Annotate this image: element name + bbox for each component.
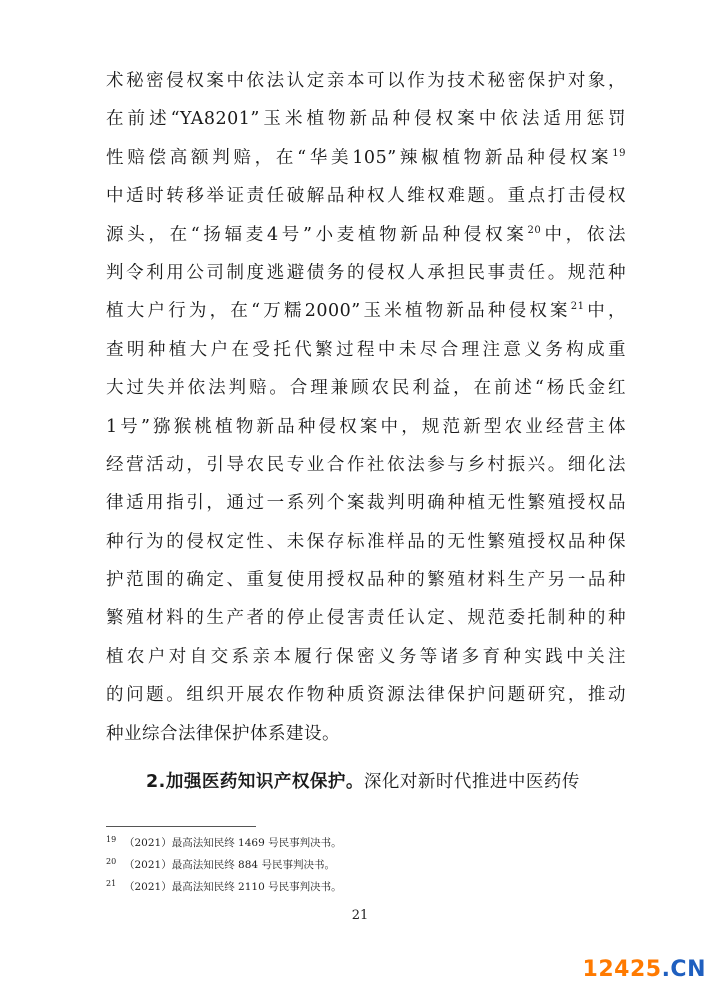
footnote-ref: 21 — [570, 301, 585, 313]
footnote-divider — [106, 826, 256, 827]
paragraph-text: 植大户行为，在“万糯2000”玉米植物新品种侵权案 — [106, 301, 571, 322]
footnote: $^{21}$ （2021）最高法知民终 2110 号民事判决书。 — [106, 878, 342, 893]
footnote-ref: 19 — [612, 147, 626, 159]
watermark-domain: .CN — [661, 957, 706, 982]
body-text — [106, 62, 626, 801]
paragraph-line: 术秘密侵权案中依法认定亲本可以作为技术秘密保护对象， — [106, 71, 626, 91]
section-heading: 2.加强医药知识产权保护。 — [146, 772, 364, 793]
paragraph-text: 性赔偿高额判赔，在“华美105”辣椒植物新品种侵权案 — [106, 147, 613, 168]
section-heading-text: 深化对新时代推进中医药传 — [363, 772, 580, 793]
footnote-text: （2021）最高法知民终 884 号民事判决书。 — [124, 859, 335, 871]
footnote-text: （2021）最高法知民终 2110 号民事判决书。 — [124, 881, 342, 893]
paragraph-line — [106, 139, 626, 177]
footnote-text: （2021）最高法知民终 1469 号民事判决书。 — [124, 837, 342, 849]
footnote: $^{20}$ （2021）最高法知民终 884 号民事判决书。 — [106, 856, 335, 871]
paragraph-line: 判令利用公司制度逃避债务的侵权人承担民事责任。规范种 — [106, 262, 626, 283]
footnote-ref: 20 — [527, 224, 542, 236]
paragraph-line: 1号”猕猴桃植物新品种侵权案中，规范新型农业经营主体 — [106, 416, 626, 437]
footnote: $^{19}$ （2021）最高法知民终 1469 号民事判决书。 — [106, 834, 342, 849]
paragraph-line — [106, 292, 626, 330]
paragraph-line: 种业综合法律保护体系建设。 — [106, 723, 340, 744]
watermark-digits: 12425 — [582, 957, 662, 982]
paragraph-line: 查明种植大户在受托代繁过程中未尽合理注意义务构成重 — [106, 339, 626, 360]
paragraph-line — [106, 216, 626, 254]
paragraph-text: 中，依法 — [541, 224, 627, 245]
paragraph-line: 大过失并依法判赔。合理兼顾农民利益，在前述“杨氏金红 — [106, 378, 626, 399]
paragraph-line: 植农户对自交系亲本履行保密义务等诸多育种实践中关注 — [106, 646, 626, 667]
paragraph-line: 种行为的侵权定性、未保存标准样品的无性繁殖授权品种保 — [106, 531, 626, 552]
footnotes — [106, 832, 626, 898]
paragraph-line: 律适用指引，通过一系列个案裁判明确种植无性繁殖授权品 — [106, 493, 626, 514]
paragraph-text: 中， — [584, 301, 626, 322]
paragraph-line: 护范围的确定、重复使用授权品种的繁殖材料生产另一品种 — [106, 570, 626, 591]
watermark-logo — [583, 957, 706, 982]
paragraph-line: 的问题。组织开展农作物种质资源法律保护问题研究，推动 — [106, 685, 626, 706]
paragraph-text: 源头，在“扬辐麦4号”小麦植物新品种侵权案 — [106, 224, 528, 245]
section-heading-line — [106, 763, 626, 801]
paragraph-line: 经营活动，引导农民专业合作社依法参与乡村振兴。细化法 — [106, 454, 626, 475]
paragraph-line: 繁殖材料的生产者的停止侵害责任认定、规范委托制种的种 — [106, 608, 626, 629]
paragraph-line: 中适时转移举证责任破解品种权人维权难题。重点打击侵权 — [106, 186, 626, 207]
page-number: 21 — [351, 908, 369, 923]
paragraph-line: 在前述“YA8201”玉米植物新品种侵权案中依法适用惩罚 — [106, 109, 626, 130]
